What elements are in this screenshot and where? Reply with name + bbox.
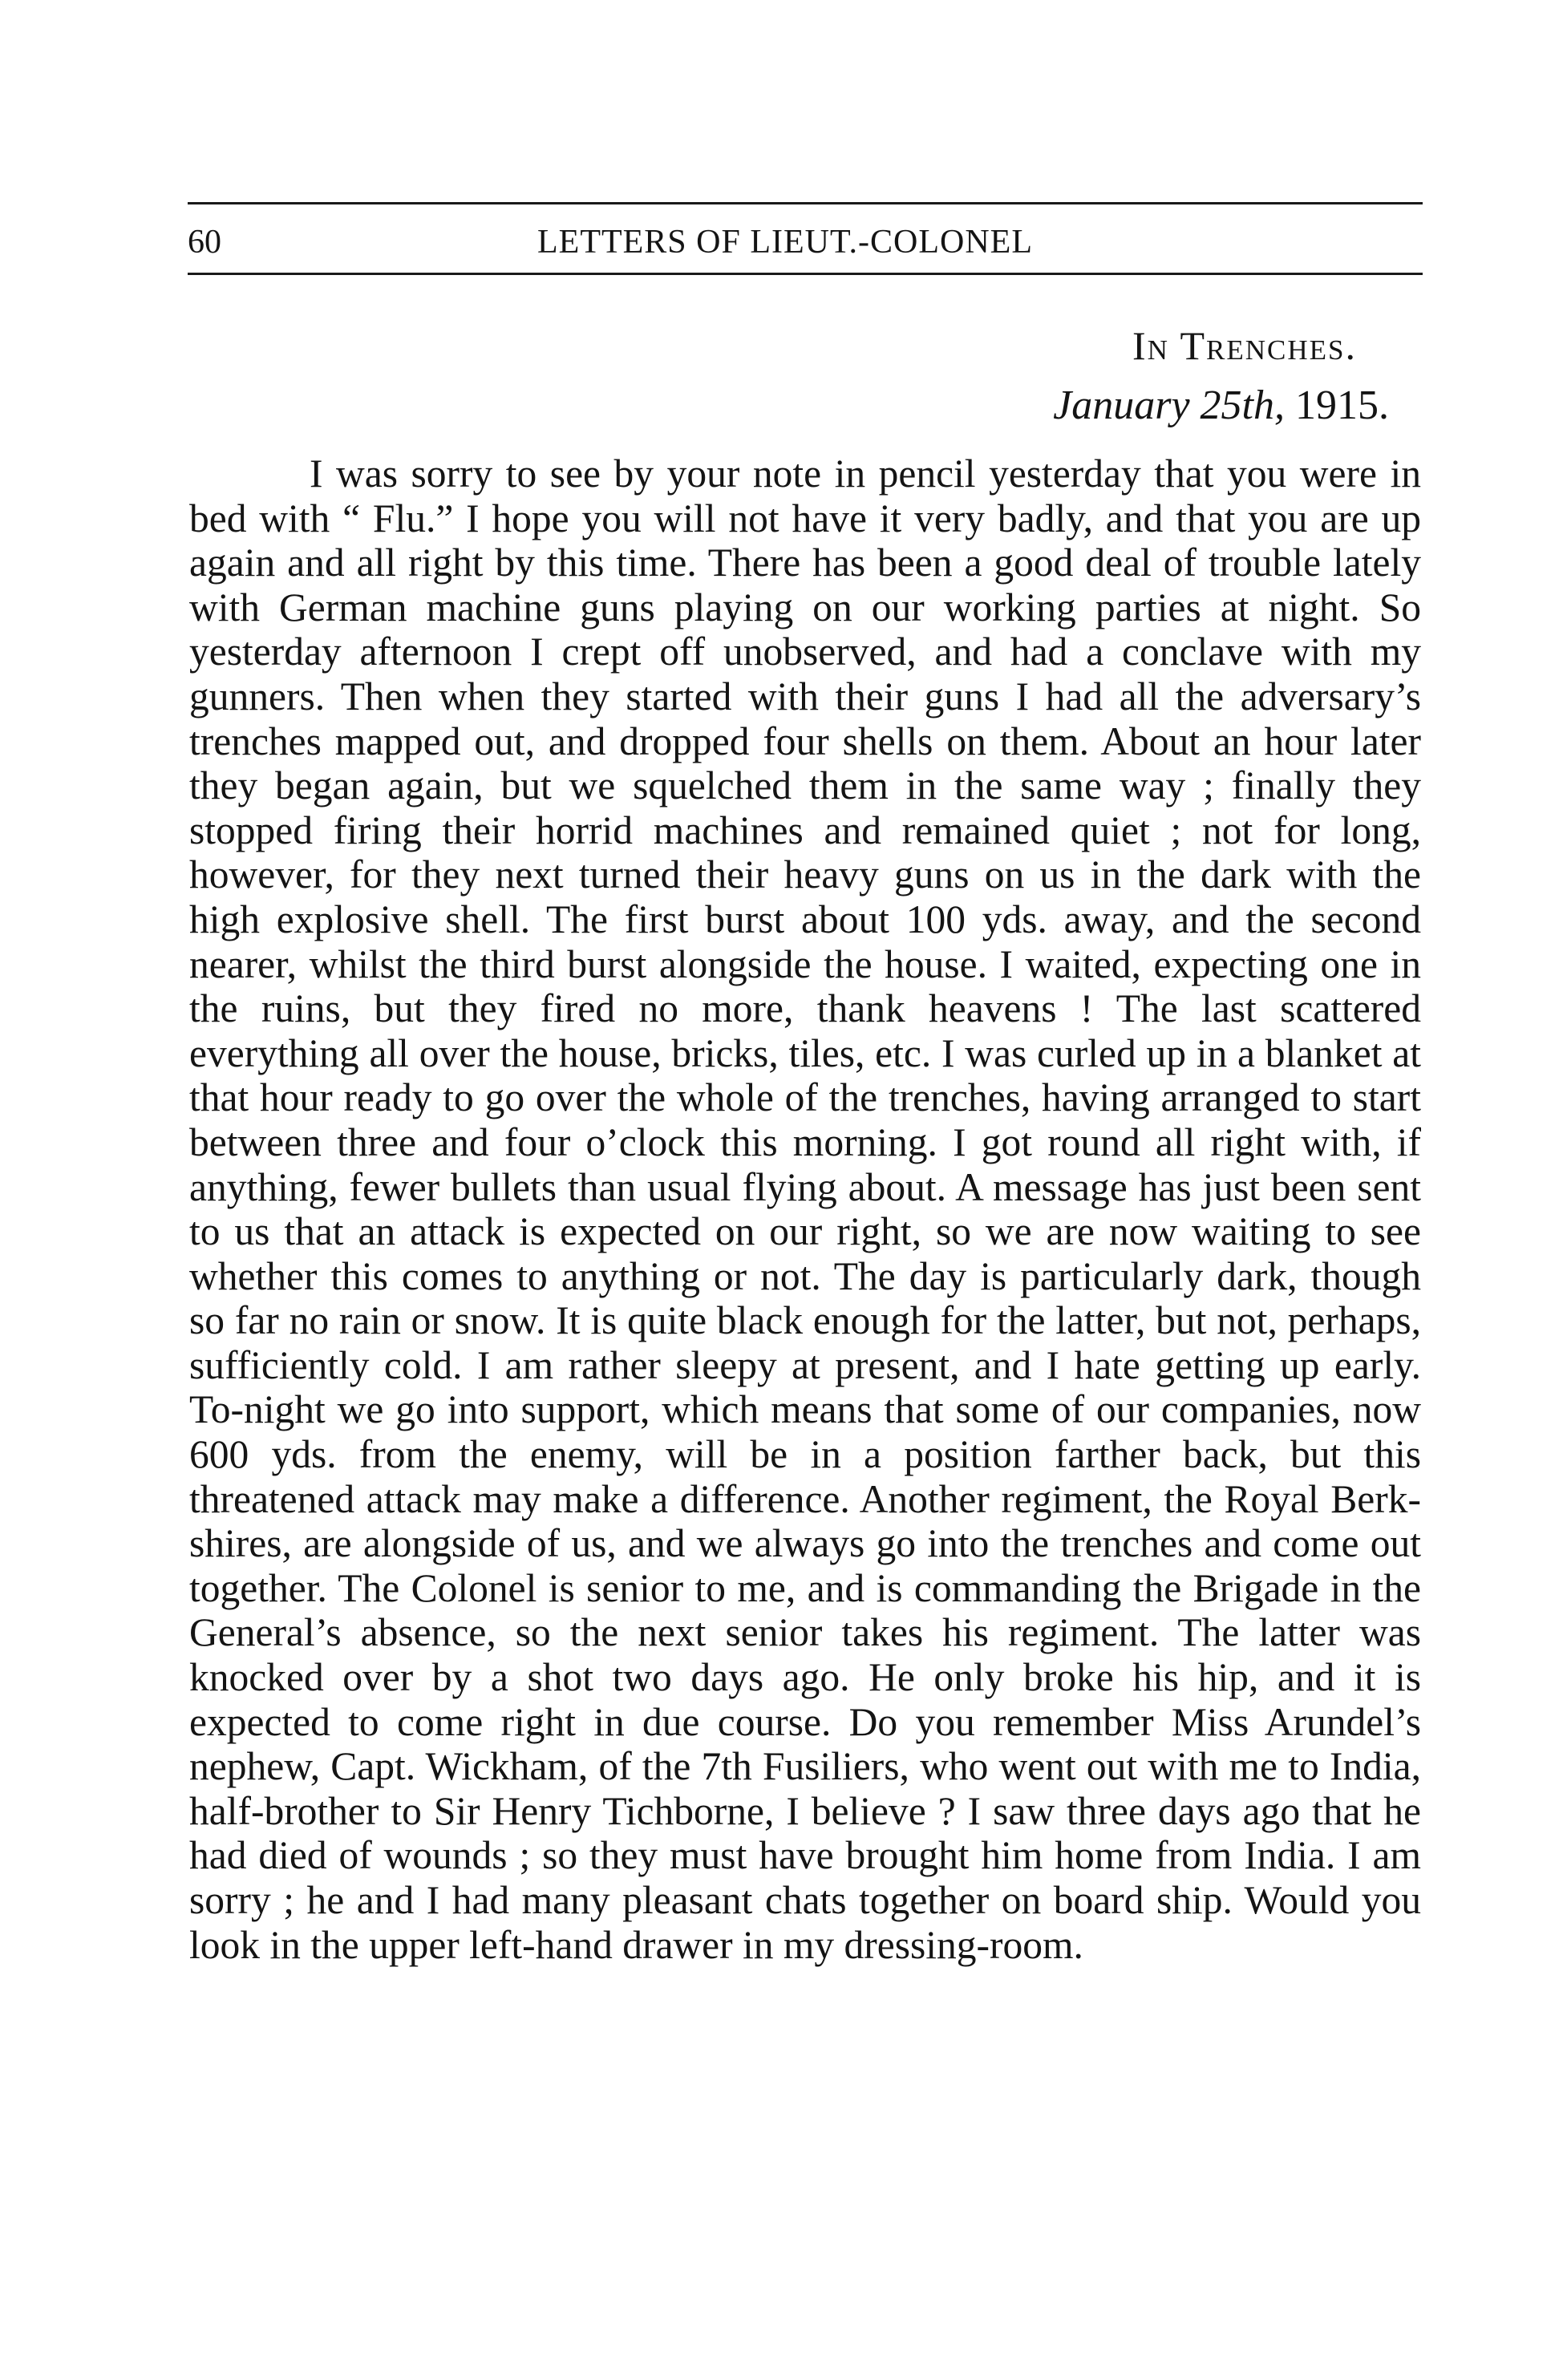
page-number: 60 [188, 224, 221, 261]
page-header [188, 218, 1423, 266]
header-bottom-rule [188, 273, 1423, 275]
letter-body: I was sorry to see by your note in pencil yesterday that you were in bed with “ Flu.” I hope you will not have it very badly, and that you are up again and all right by this time. There has been a good deal of trouble lately with German machine guns playing on our working parties at night. So yesterday afternoon I crept off unobserved, and had a conclave with my gunners. Then when they started with their guns I had all the adversary’s trenches mapped out, and dropped four shells on them. About an hour later they began again, but we squelched them in the same way ; finally they stopped firing their horrid machines and remained quiet ; not for long, however, for they next turned their heavy guns on us in the dark with the high explosive shell. The first burst about 100 yds. away, and the second nearer, whilst the third burst alongside the house. I waited, expecting one in the ruins, but they fired no more, thank heavens ! The last scattered everything all over the house, bricks, tiles, etc. I was curled up in a blanket at that hour ready to go over the whole of the trenches, having arranged to start between three and four o’clock this morning. I got round all right with, if anything, fewer bullets than usual flying about. A message has just been sent to us that an attack is expected on our right, so we are now waiting to see whether this comes to anything or not. The day is particularly dark, though so far no rain or snow. It is quite black enough for the latter, but not, perhaps, sufficiently cold. I am rather sleepy at present, and I hate getting up early. To-night we go into support, which means that some of our companies, now 600 yds. from the enemy, will be in a position farther back, but this threatened attack may make a difference. Another regiment, the Royal Berk-shires, are alongside of us, and we always go into the trenches and come out together. The Colonel is senior to me, and is commanding the Brigade in the General’s absence, so the next senior takes his regiment. The latter was knocked over by a shot two days ago. He only broke his hip, and it is expected to come right in due course. Do you remember Miss Arundel’s nephew, Capt. Wickham, of the 7th Fusiliers, who went out with me to India, half-brother to Sir Henry Tichborne, I believe ? I saw three days ago that he had died of wounds ; so they must have brought him home from India. I am sorry ; he and I had many pleasant chats together on board ship. Would you look in the upper left-hand drawer in my dressing-room. [189, 451, 1421, 1967]
letter-date-year: 1915. [1285, 382, 1389, 428]
running-head: LETTERS OF LIEUT.-COLONEL [537, 224, 1033, 261]
letter-date [1053, 374, 1389, 438]
letter-location: In Trenches. [1132, 323, 1357, 368]
letter-date-day: January 25th, [1053, 382, 1285, 428]
header-top-rule [188, 202, 1423, 204]
